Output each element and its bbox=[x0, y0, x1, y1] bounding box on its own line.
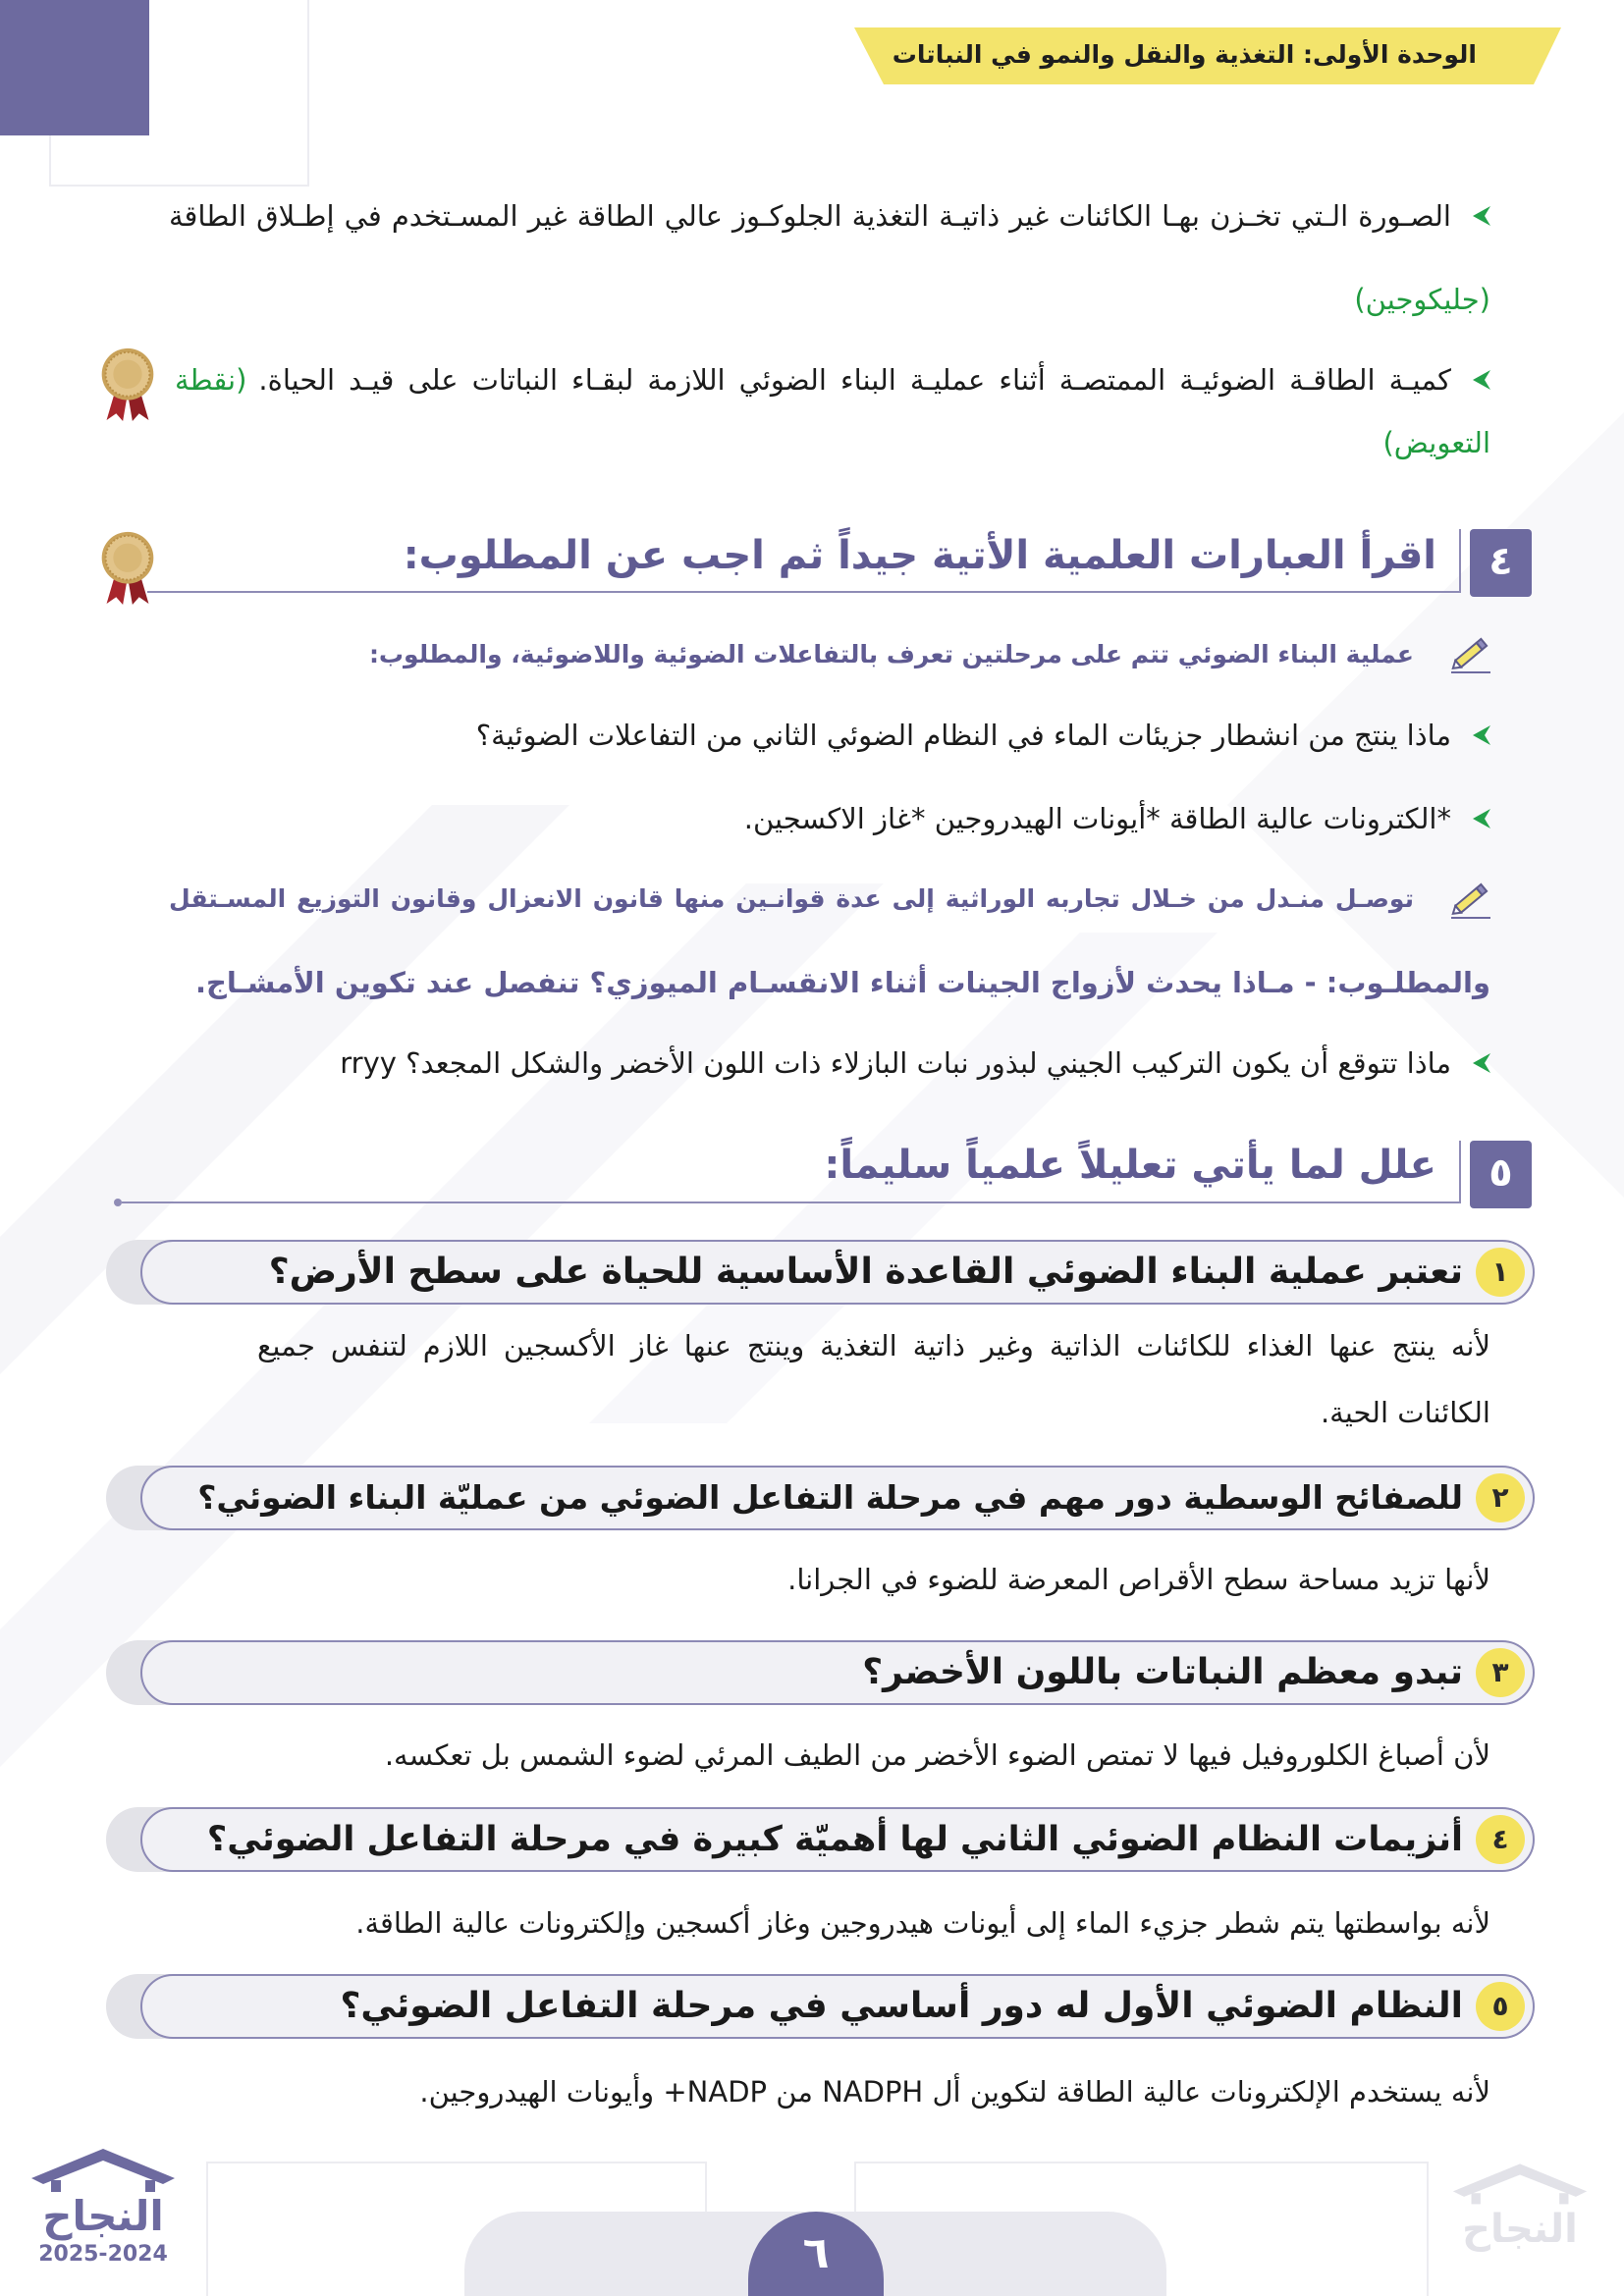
divider-dot bbox=[114, 1199, 122, 1206]
bullet-arrow-icon bbox=[1473, 809, 1490, 828]
definition-answer-end: التعويض) bbox=[1382, 426, 1490, 459]
page-number-tab bbox=[748, 2212, 884, 2296]
question-number: ٤ bbox=[1476, 1815, 1525, 1864]
question-text: تبدو معظم النباتات باللون الأخضر؟ bbox=[862, 1652, 1463, 1692]
bullet-arrow-icon bbox=[1473, 370, 1490, 390]
question-text: تعتبر عملية البناء الضوئي القاعدة الأساسية للحياة على سطح الأرض؟ bbox=[268, 1252, 1463, 1292]
answer-text: لأنه ينتج عنها الغذاء للكائنات الذاتية وغير ذاتية التغذية وينتج عنها غاز الأكسجين اللازم لتنفس جميع bbox=[257, 1329, 1490, 1362]
question-number: ٥ bbox=[1476, 1982, 1525, 2031]
bullet-arrow-icon bbox=[1473, 206, 1490, 226]
logo-text: النجاح bbox=[1462, 2207, 1578, 2252]
question-number: ٢ bbox=[1476, 1473, 1525, 1522]
section-divider-tick bbox=[1459, 529, 1461, 593]
section-title: اقرأ العبارات العلمية الأتية جيداً ثم اجب عن المطلوب: bbox=[403, 533, 1436, 578]
school-logo bbox=[29, 2145, 177, 2292]
question-text: أنزيمات النظام الضوئي الثاني لها أهميّة كبيرة في مرحلة التفاعل الضوئي؟ bbox=[206, 1820, 1463, 1859]
answer-text: الكائنات الحية. bbox=[1320, 1396, 1490, 1429]
pencil-icon bbox=[1447, 633, 1492, 674]
question-text: ماذا ينتج من انشطار جزيئات الماء في النظام الضوئي الثاني من التفاعلات الضوئية؟ bbox=[475, 719, 1451, 752]
section-title: علل لما يأتي تعليلاً علمياً سليماً: bbox=[824, 1143, 1436, 1188]
corner-purple-block bbox=[0, 0, 149, 135]
question-text: النظام الضوئي الأول له دور أساسي في مرحلة التفاعل الضوئي؟ bbox=[340, 1986, 1463, 2026]
question-number: ٣ bbox=[1476, 1648, 1525, 1697]
unit-title: الوحدة الأولى: التغذية والنقل والنمو في النباتات bbox=[892, 40, 1477, 69]
definition-text: كميـة الطاقـة الضوئيـة الممتصـة أثناء عمليـة البناء الضوئي اللازمة لبقـاء النباتات على قيـد الحياة. bbox=[258, 363, 1451, 397]
page-number: ٦ bbox=[802, 2228, 830, 2278]
section-divider bbox=[122, 1201, 1461, 1203]
bullet-arrow-icon bbox=[1473, 1053, 1490, 1073]
section-number-badge: ٤ bbox=[1470, 529, 1532, 597]
statement-text: عملية البناء الضوئي تتم على مرحلتين تعرف بالتفاعلات الضوئية واللاضوئية، والمطلوب: bbox=[368, 640, 1414, 668]
answer-text: لأنه يستخدم الإلكترونات عالية الطاقة لتكوين أل NADPH من NADP+ وأيونات الهيدروجين. bbox=[419, 2075, 1490, 2109]
medal-icon bbox=[96, 346, 159, 422]
definition-answer: (جليكوجين) bbox=[1354, 283, 1490, 316]
answer-text: *الكترونات عالية الطاقة *أيونات الهيدروجين *غاز الاكسجين. bbox=[743, 802, 1451, 835]
bullet-arrow-icon bbox=[1473, 725, 1490, 745]
logo-years: 2025-2024 bbox=[38, 2242, 168, 2267]
answer-text: لأنها تزيد مساحة سطح الأقراص المعرضة للضوء في الجرانا. bbox=[787, 1563, 1490, 1596]
answer-text: لأنه بواسطتها يتم شطر جزيء الماء إلى أيونات هيدروجين وغاز أكسجين وإلكترونات عالية الطاقة. bbox=[355, 1906, 1490, 1940]
question-text: للصفائح الوسطية دور مهم في مرحلة التفاعل الضوئي من عمليّة البناء الضوئي؟ bbox=[197, 1478, 1463, 1517]
definition-row bbox=[175, 355, 1451, 404]
statement-text: توصـل منـدل من خـلال تجاربه الوراثية إلى عدة قوانـين منها قانون الانعزال وقانون التوزيع المسـتقل bbox=[169, 884, 1414, 913]
section-number-badge: ٥ bbox=[1470, 1141, 1532, 1208]
logo-text: النجاح bbox=[42, 2192, 164, 2240]
watermark-logo bbox=[1451, 2160, 1589, 2268]
section-divider bbox=[147, 591, 1461, 593]
question-text: ماذا تتوقع أن يكون التركيب الجيني لبذور نبات البازلاء ذات اللون الأخضر والشكل المجعد؟ rryy bbox=[340, 1046, 1451, 1080]
unit-header-banner bbox=[854, 27, 1561, 84]
statement-text: والمطلـوب: - مـاذا يحدث لأزواج الجينات أثناء الانقسـام الميوزي؟ تنفصل عند تكوين الأمشـاج. bbox=[195, 966, 1490, 999]
section-divider-tick bbox=[1459, 1141, 1461, 1203]
medal-icon bbox=[96, 529, 159, 606]
graduation-cap-icon bbox=[1451, 2160, 1589, 2205]
definition-answer-start: (نقطة bbox=[175, 363, 247, 397]
pencil-icon bbox=[1447, 879, 1492, 920]
graduation-cap-icon bbox=[29, 2145, 177, 2192]
answer-text: لأن أصباغ الكلوروفيل فيها لا تمتص الضوء الأخضر من الطيف المرئي لضوء الشمس بل تعكسه. bbox=[384, 1738, 1490, 1772]
question-number: ١ bbox=[1476, 1248, 1525, 1297]
definition-text: الصـورة الـتي تخـزن بهـا الكائنات غير ذاتيـة التغذية الجلوكـوز عالي الطاقة غير المسـتخدم في إطـلاق الطاقة bbox=[169, 199, 1451, 233]
